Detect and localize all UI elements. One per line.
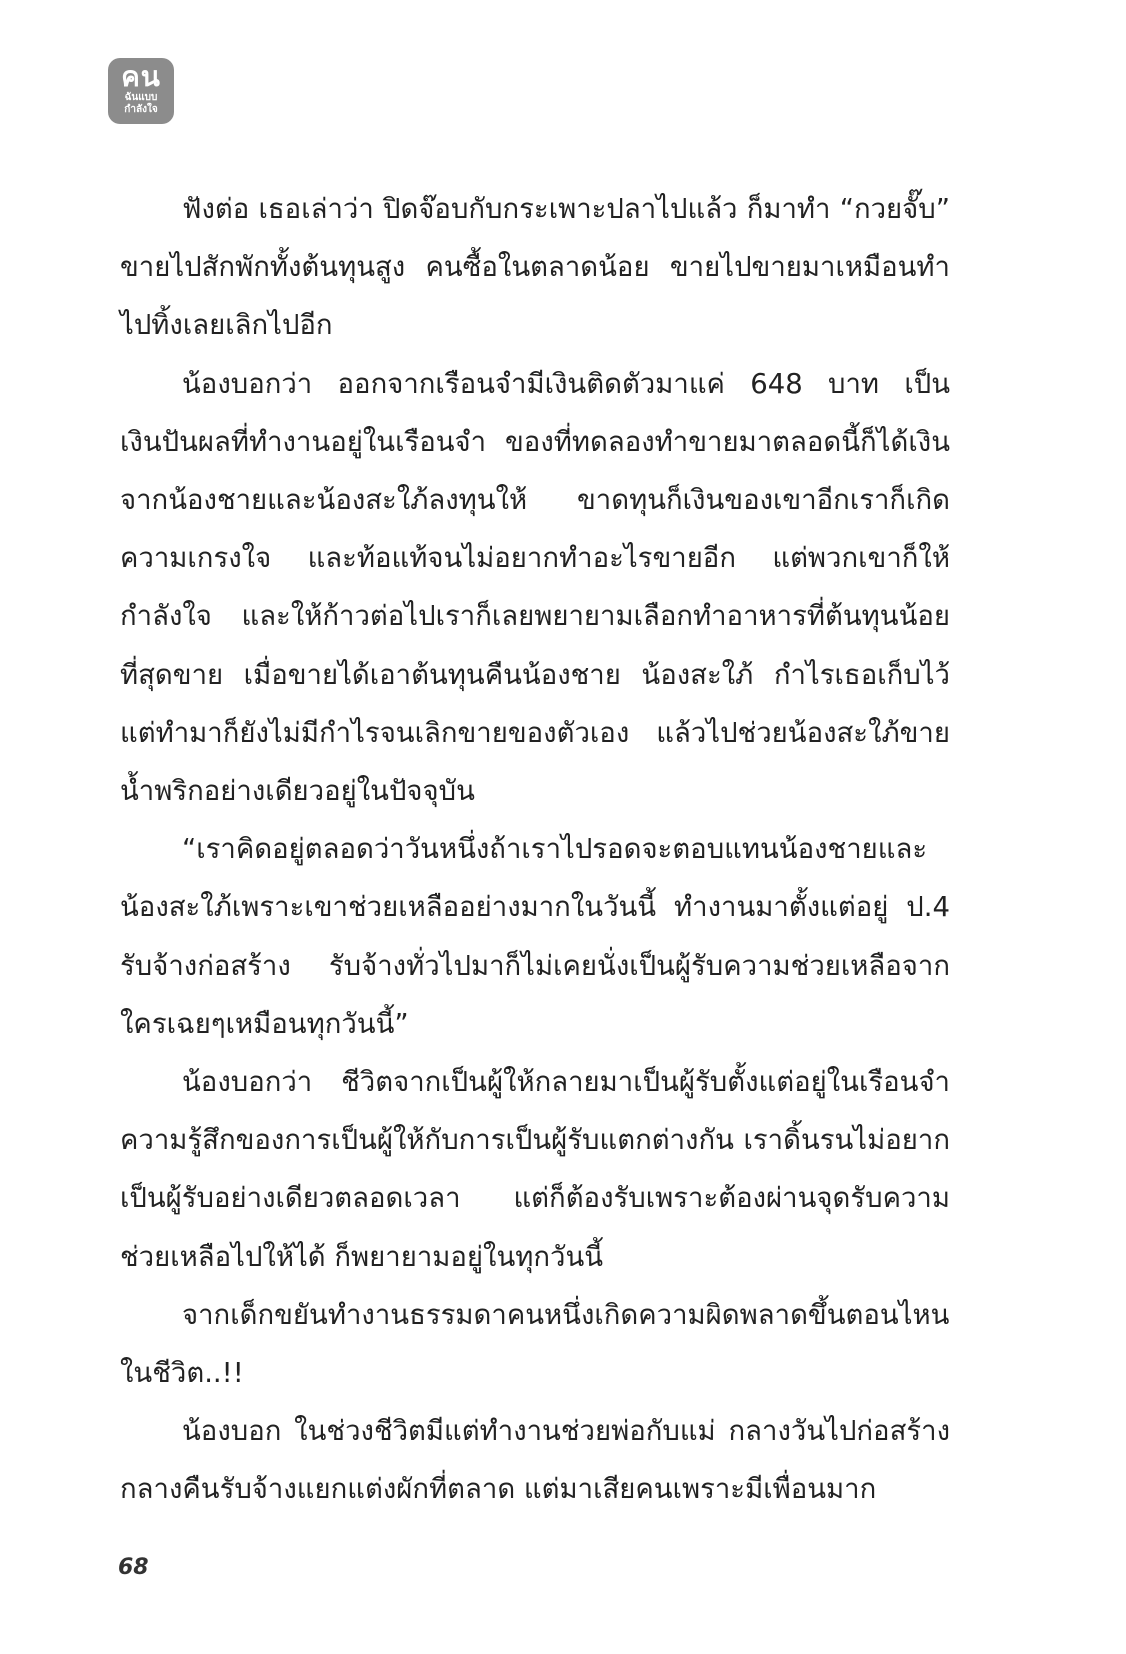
- paragraph-5: จากเด็กขยันทำงานธรรมดาคนหนึ่งเกิดความผิดพลาดขึ้นตอนไหนในชีวิต..!!: [120, 1298, 950, 1390]
- logo-main-text: คน: [121, 60, 161, 93]
- book-logo-badge: [108, 58, 174, 124]
- logo-sub-text-2: กำลังใจ: [124, 104, 158, 115]
- paragraph-2: น้องบอกว่า ออกจากเรือนจำมีเงินติดตัวมาแค่ 648 บาท เป็นเงินปันผลที่ทำงานอยู่ในเรือนจำ ของที่ทดลองทำขายมาตลอดนี้ก็ได้เงินจากน้องชายและน้องสะใภ้ลงทุนให้ ขาดทุนก็เงินของเขาอีกเราก็เกิดความเกรงใจ และท้อแท้จนไม่อยากทำอะไรขายอีก แต่พวกเขาก็ให้กำลังใจ และให้ก้าวต่อไปเราก็เลยพยายามเลือกทำอาหารที่ต้นทุนน้อยที่สุดขาย เมื่อขายได้เอาต้นทุนคืนน้องชาย น้องสะใภ้ กำไรเธอเก็บไว้ แต่ทำมาก็ยังไม่มีกำไรจนเลิกขายของตัวเอง แล้วไปช่วยน้องสะใภ้ขายน้ำพริกอย่างเดียวอยู่ในปัจจุบัน: [120, 367, 950, 808]
- paragraph-4: น้องบอกว่า ชีวิตจากเป็นผู้ให้กลายมาเป็นผู้รับตั้งแต่อยู่ในเรือนจำความรู้สึกของการเป็นผู้ให้กับการเป็นผู้รับแตกต่างกัน เราดิ้นรนไม่อยากเป็นผู้รับอย่างเดียวตลอดเวลา แต่ก็ต้องรับเพราะต้องผ่านจุดรับความช่วยเหลือไปให้ได้ ก็พยายามอยู่ในทุกวันนี้: [120, 1066, 950, 1273]
- page-body: [120, 180, 950, 1519]
- paragraph-3: “เราคิดอยู่ตลอดว่าวันหนึ่งถ้าเราไปรอดจะตอบแทนน้องชายและน้องสะใภ้เพราะเขาช่วยเหลืออย่างมากในวันนี้ ทำงานมาตั้งแต่อยู่ ป.4 รับจ้างก่อสร้าง รับจ้างทั่วไปมาก็ไม่เคยนั่งเป็นผู้รับความช่วยเหลือจากใครเฉยๆเหมือนทุกวันนี้”: [120, 833, 950, 1040]
- page-number: 68: [118, 1555, 149, 1580]
- logo-sub-text-1: ฉันแบบ: [124, 92, 158, 103]
- paragraph-1: ฟังต่อ เธอเล่าว่า ปิดจ๊อบกับกระเพาะปลาไปแล้ว ก็มาทำ “กวยจั๊บ” ขายไปสักพักทั้งต้นทุนสูง คนซื้อในตลาดน้อย ขายไปขายมาเหมือนทำไปทิ้งเลยเลิกไปอีก: [120, 193, 950, 342]
- paragraph-6: น้องบอก ในช่วงชีวิตมีแต่ทำงานช่วยพ่อกับแม่ กลางวันไปก่อสร้างกลางคืนรับจ้างแยกแต่งผักที่ตลาด แต่มาเสียคนเพราะมีเพื่อนมาก: [120, 1415, 950, 1506]
